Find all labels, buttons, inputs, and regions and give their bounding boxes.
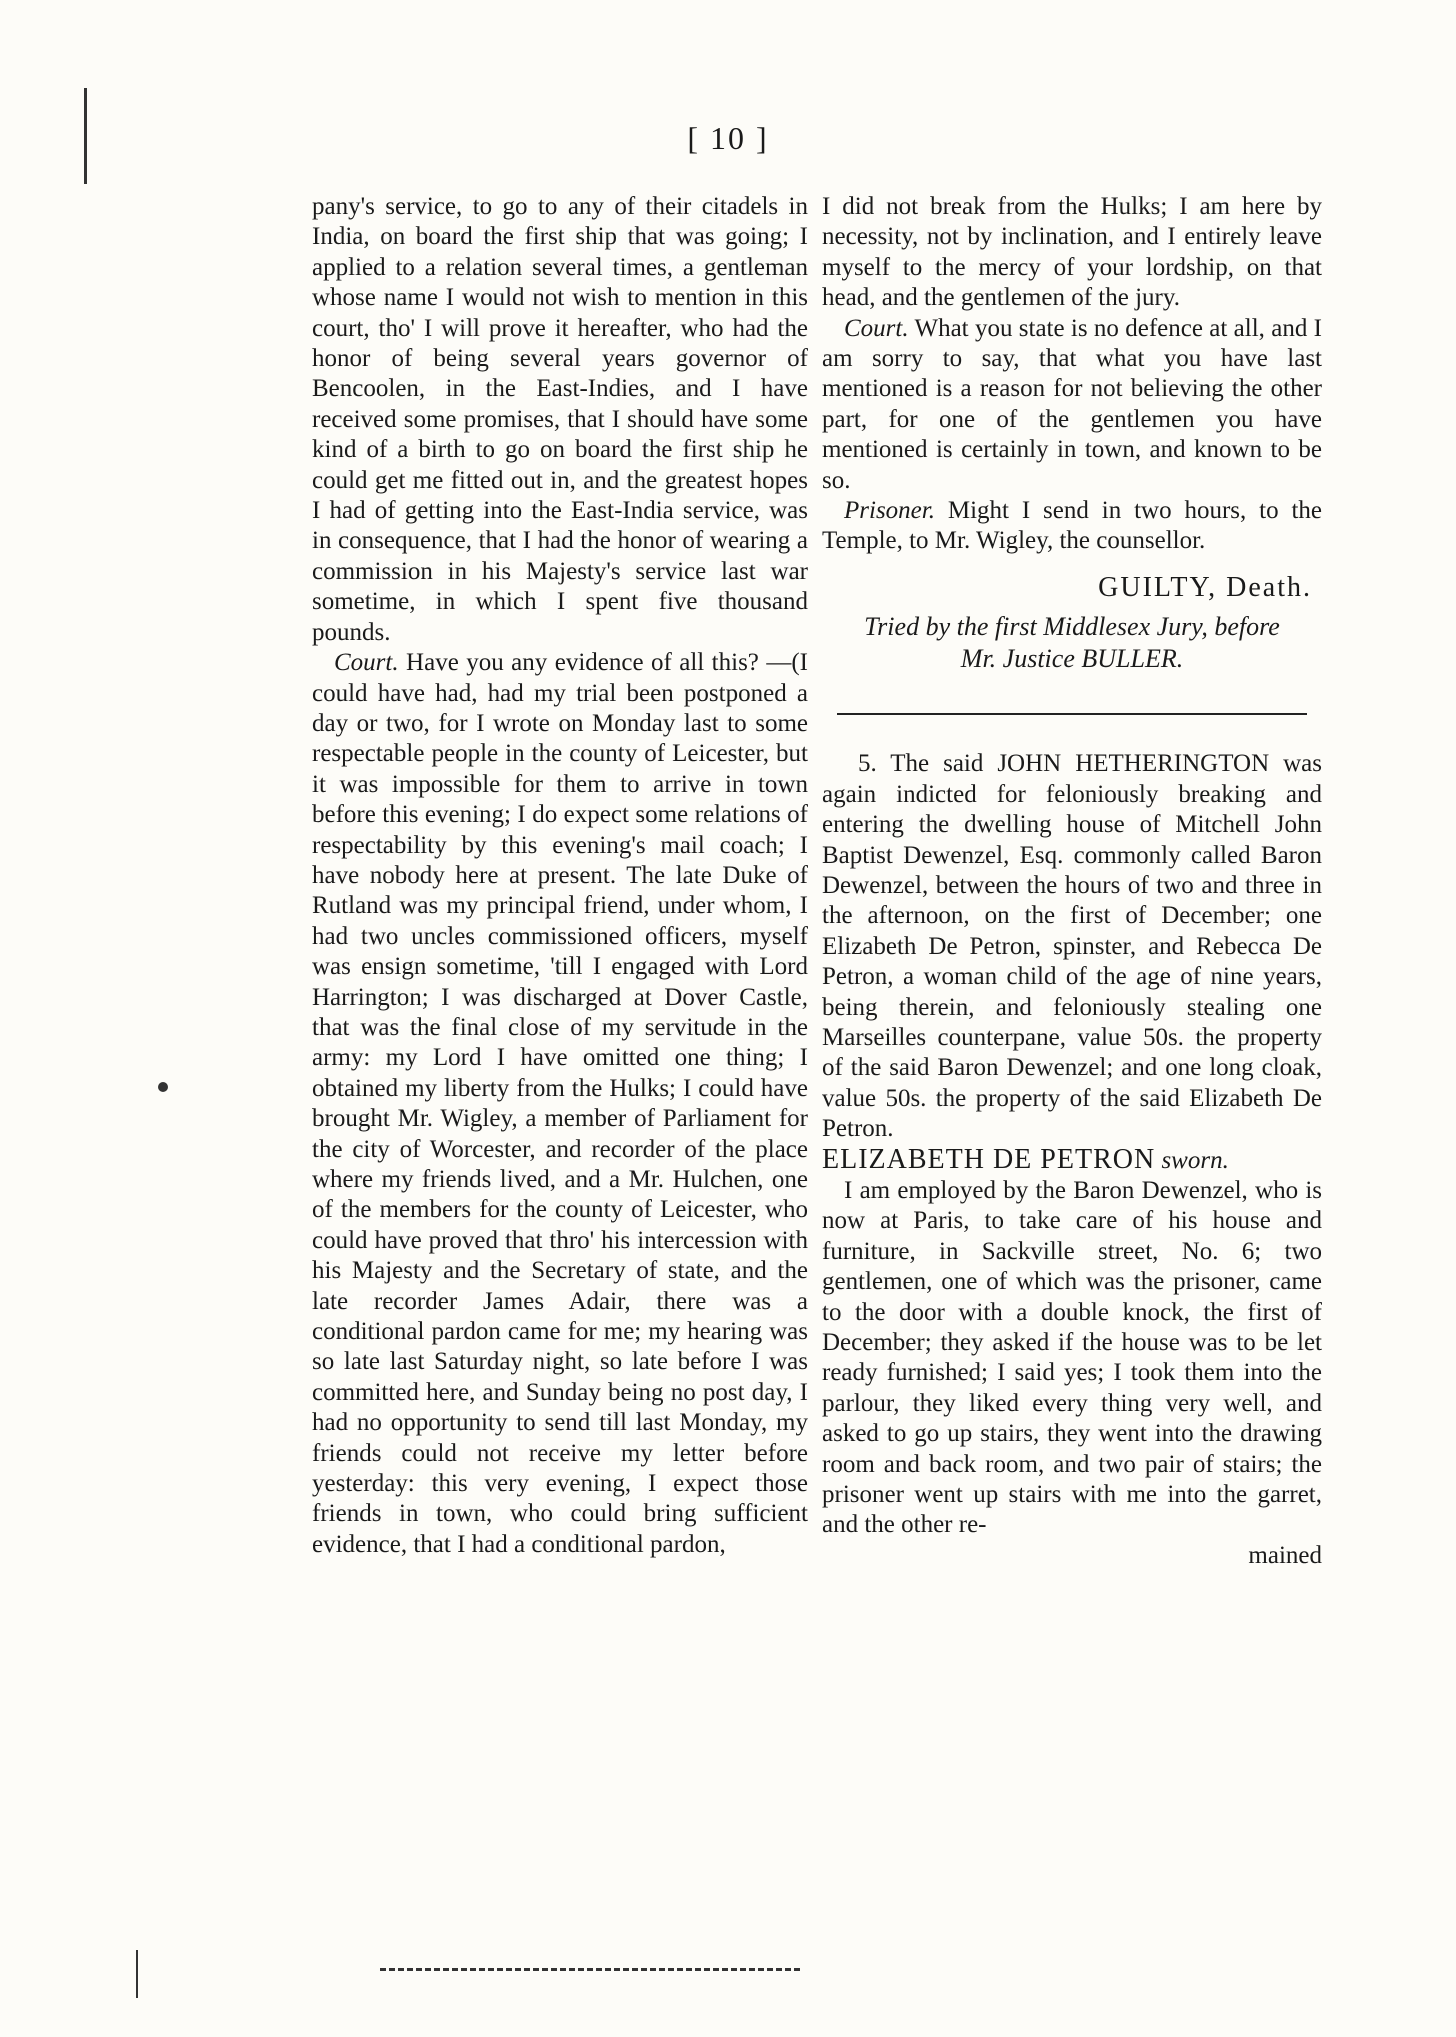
paragraph-text: What you state is no defence at all, and I am sorry to say, that what you have last mentioned is a reason for not believing the other part, for one of the gentlemen you have mentioned is certainly in town, and known to be so. xyxy=(822,314,1322,494)
left-paragraph-1: pany's service, to go to any of their citadels in India, on board the first ship that was going; I applied to a relation several times, a gentleman whose name I would not wish to mention in this court, tho' I will prove it hereafter, who had the honor of being several years governor of Bencoolen, in the East-Indies, and I have received some promises, that I should have some kind of a birth to go on board the first ship he could get me fitted out in, and the greatest hopes I had of getting into the East-India service, was in consequence, that I had the honor of wearing a commission in his Majesty's service last war sometime, in which I spent five thousand pounds. xyxy=(312,193,808,646)
witness-name: ELIZABETH DE PETRON xyxy=(822,1143,1156,1175)
right-column xyxy=(822,192,1322,1571)
ink-blot xyxy=(158,1082,168,1092)
binding-edge-mark xyxy=(136,1950,138,1998)
paragraph-text: Might I send in two hours, to the Temple, to Mr. Wigley, the counsellor. xyxy=(822,497,1322,555)
witness-sworn: sworn. xyxy=(1155,1146,1229,1174)
trial-note xyxy=(822,611,1322,675)
testimony-paragraph: I am employed by the Baron Dewenzel, who is now at Paris, to take care of his house and furniture, in Sackville street, No. 6; two gentlemen, one of which was the prisoner, came to the door with a double knock, the first of December; they asked if the house was to be let ready furnished; I said yes; I took them into the parlour, they liked every thing very well, and asked to go up stairs, they went into the drawing room and back room, and two pair of stairs; the prisoner went up stairs with me into the garret, and the other re- xyxy=(822,1176,1322,1539)
bottom-rule xyxy=(380,1968,800,1971)
trial-note-line-2: Mr. Justice BULLER. xyxy=(960,644,1184,674)
left-column xyxy=(312,192,808,1560)
page-number: [ 10 ] xyxy=(687,120,769,156)
court-response-paragraph xyxy=(822,314,1322,496)
speaker-label: Prisoner. xyxy=(844,497,935,525)
speaker-label: Court. xyxy=(844,314,909,342)
court-question-paragraph xyxy=(312,648,808,1560)
paragraph-text: Have you any evidence of all this? —(I could have had, had my trial been postponed a day or two, for I wrote on Monday last to some respectable people in the county of Leicester, but it was impossible for them to arrive in town before this evening; I do expect some relations of respectability by this evening's mail coach; I have nobody here at present. The late Duke of Rutland was my principal friend, under whom, I had two uncles commissioned officers, myself was ensign sometime, 'till I engaged with Lord Harrington; I was discharged at Dover Castle, that was the final close of my servitude in the army: my Lord I have omitted one thing; I obtained my liberty from the Hulks; I could have brought Mr. Wigley, a member of Parliament for the city of Worcester, and recorder of the place where my friends lived, and a Mr. Hulchen, one of the members for the county of Leicester, who could have proved that thro' his intercession with his Majesty and the Secretary of state, and the late recorder James Adair, there was a conditional pardon came for me; my hearing was so late last Saturday night, so late before I was committed here, and Sunday being no post day, I had no opportunity to send till last Monday, my friends could not receive my letter before yesterday: this very evening, I expect those friends in town, who could bring sufficient evidence, that I had a conditional pardon, xyxy=(312,649,808,1558)
right-paragraph-1: I did not break from the Hulks; I am here by necessity, not by inclination, and I entirely leave myself to the mercy of your lordship, on that head, and the gentlemen of the jury. xyxy=(822,193,1322,312)
verdict: GUILTY, Death. xyxy=(1098,571,1312,603)
trial-note-line-1: Tried by the first Middlesex Jury, before xyxy=(864,612,1280,642)
section-divider xyxy=(837,713,1307,715)
catchword: mained xyxy=(1248,1541,1322,1569)
witness-heading xyxy=(822,1145,1322,1176)
indictment-paragraph: 5. The said JOHN HETHERINGTON was again indicted for feloniously breaking and entering the dwelling house of Mitchell John Baptist Dewenzel, Esq. commonly called Baron Dewenzel, between the hours of two and three in the afternoon, on the first of December; one Elizabeth De Petron, spinster, and Rebecca De Petron, a woman child of the age of nine years, being therein, and feloniously stealing one Marseilles counterpane, value 50s. the property of the said Baron Dewenzel; and one long cloak, value 50s. the property of the said Elizabeth De Petron. xyxy=(822,750,1322,1143)
prisoner-paragraph xyxy=(822,496,1322,557)
binding-edge-mark xyxy=(84,88,87,184)
speaker-label: Court. xyxy=(334,649,399,677)
